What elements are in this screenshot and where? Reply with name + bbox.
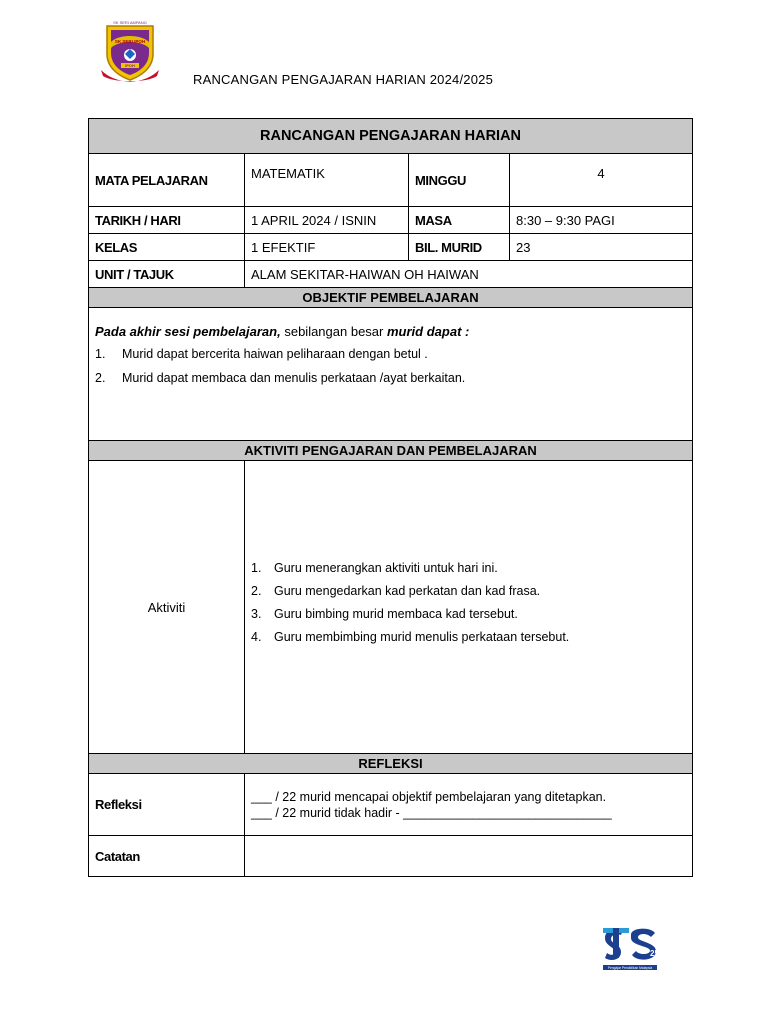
list-item (251, 584, 686, 598)
section-header-row (89, 441, 693, 461)
refleksi-line-1: ___ / 22 murid mencapai objektif pembelajaran yang ditetapkan. (251, 789, 607, 804)
catatan-row (89, 836, 693, 877)
logo-bottom-text: IPOH (125, 63, 135, 68)
program-logo (601, 924, 659, 972)
item-text: Guru bimbing murid membaca kad tersebut. (274, 607, 518, 621)
objektif-row (89, 308, 693, 441)
objektif-cell (89, 308, 693, 441)
logo-caption: Pengajar Pendidikan Malaysia (607, 966, 653, 970)
refleksi-row (89, 774, 693, 836)
refleksi-label: Refleksi (89, 774, 245, 836)
catatan-value (245, 836, 693, 877)
tarikh-value: 1 APRIL 2024 / ISNIN (245, 207, 409, 234)
bil-murid-value: 23 (510, 234, 693, 261)
table-row (89, 154, 693, 207)
masa-label: MASA (409, 207, 510, 234)
masa-value: 8:30 – 9:30 PAGI (510, 207, 693, 234)
item-number: 2. (95, 371, 106, 385)
item-number: 1. (251, 561, 262, 575)
minggu-label: MINGGU (409, 154, 510, 207)
catatan-label: Catatan (89, 836, 245, 877)
section-header-row (89, 754, 693, 774)
item-number: 2. (251, 584, 262, 598)
logo-banner-text: SK SERI IPOH (114, 39, 146, 44)
item-text: Guru membimbing murid menulis perkataan tersebut. (274, 630, 570, 644)
section-header-row (89, 288, 693, 308)
page-header-title: RANCANGAN PENGAJARAN HARIAN 2024/2025 (193, 72, 494, 87)
logo-top-text: SK SERI AMPANG (113, 20, 147, 25)
item-text: Guru mengedarkan kad perkatan dan kad frasa. (274, 584, 541, 598)
item-number: 4. (251, 630, 262, 644)
table-row (89, 261, 693, 288)
item-text: Murid dapat membaca dan menulis perkataan /ayat berkaitan. (122, 371, 466, 385)
kelas-value: 1 EFEKTIF (245, 234, 409, 261)
aktiviti-row (89, 461, 693, 754)
unit-value: ALAM SEKITAR-HAIWAN OH HAIWAN (245, 261, 693, 288)
list-item (251, 630, 686, 644)
item-number: 1. (95, 347, 106, 361)
item-number: 3. (251, 607, 262, 621)
tarikh-label: TARIKH / HARI (89, 207, 245, 234)
aktiviti-heading: AKTIVITI PENGAJARAN DAN PEMBELAJARAN (89, 441, 693, 461)
objektif-intro-italic: Pada akhir sesi pembelajaran, (95, 324, 281, 339)
logo-number: 25 (650, 949, 659, 958)
list-item (95, 371, 686, 385)
kelas-label: KELAS (89, 234, 245, 261)
lesson-plan-table (88, 118, 693, 877)
unit-label: UNIT / TAJUK (89, 261, 245, 288)
objektif-heading: OBJEKTIF PEMBELAJARAN (89, 288, 693, 308)
minggu-value: 4 (510, 154, 693, 207)
list-item (95, 347, 686, 361)
list-item (251, 561, 686, 575)
mata-pelajaran-label: MATA PELAJARAN (89, 154, 245, 207)
refleksi-line-2: ___ / 22 murid tidak hadir - ______________________________ (251, 805, 612, 820)
objektif-list (95, 347, 686, 385)
list-item (251, 607, 686, 621)
item-text: Murid dapat bercerita haiwan peliharaan dengan betul . (122, 347, 428, 361)
item-text: Guru menerangkan aktiviti untuk hari ini. (274, 561, 498, 575)
table-title: RANCANGAN PENGAJARAN HARIAN (89, 119, 693, 154)
objektif-intro (95, 324, 686, 339)
table-row (89, 234, 693, 261)
mata-pelajaran-value: MATEMATIK (245, 154, 409, 207)
table-title-row (89, 119, 693, 154)
objektif-intro-end: murid dapat : (387, 324, 470, 339)
refleksi-heading: REFLEKSI (89, 754, 693, 774)
table-row (89, 207, 693, 234)
aktiviti-label: Aktiviti (89, 461, 245, 754)
school-crest-logo (99, 18, 161, 84)
objektif-intro-normal: sebilangan besar (284, 324, 384, 339)
aktiviti-cell (245, 461, 693, 754)
bil-murid-label: BIL. MURID (409, 234, 510, 261)
aktiviti-list (251, 561, 686, 644)
refleksi-cell (245, 774, 693, 836)
